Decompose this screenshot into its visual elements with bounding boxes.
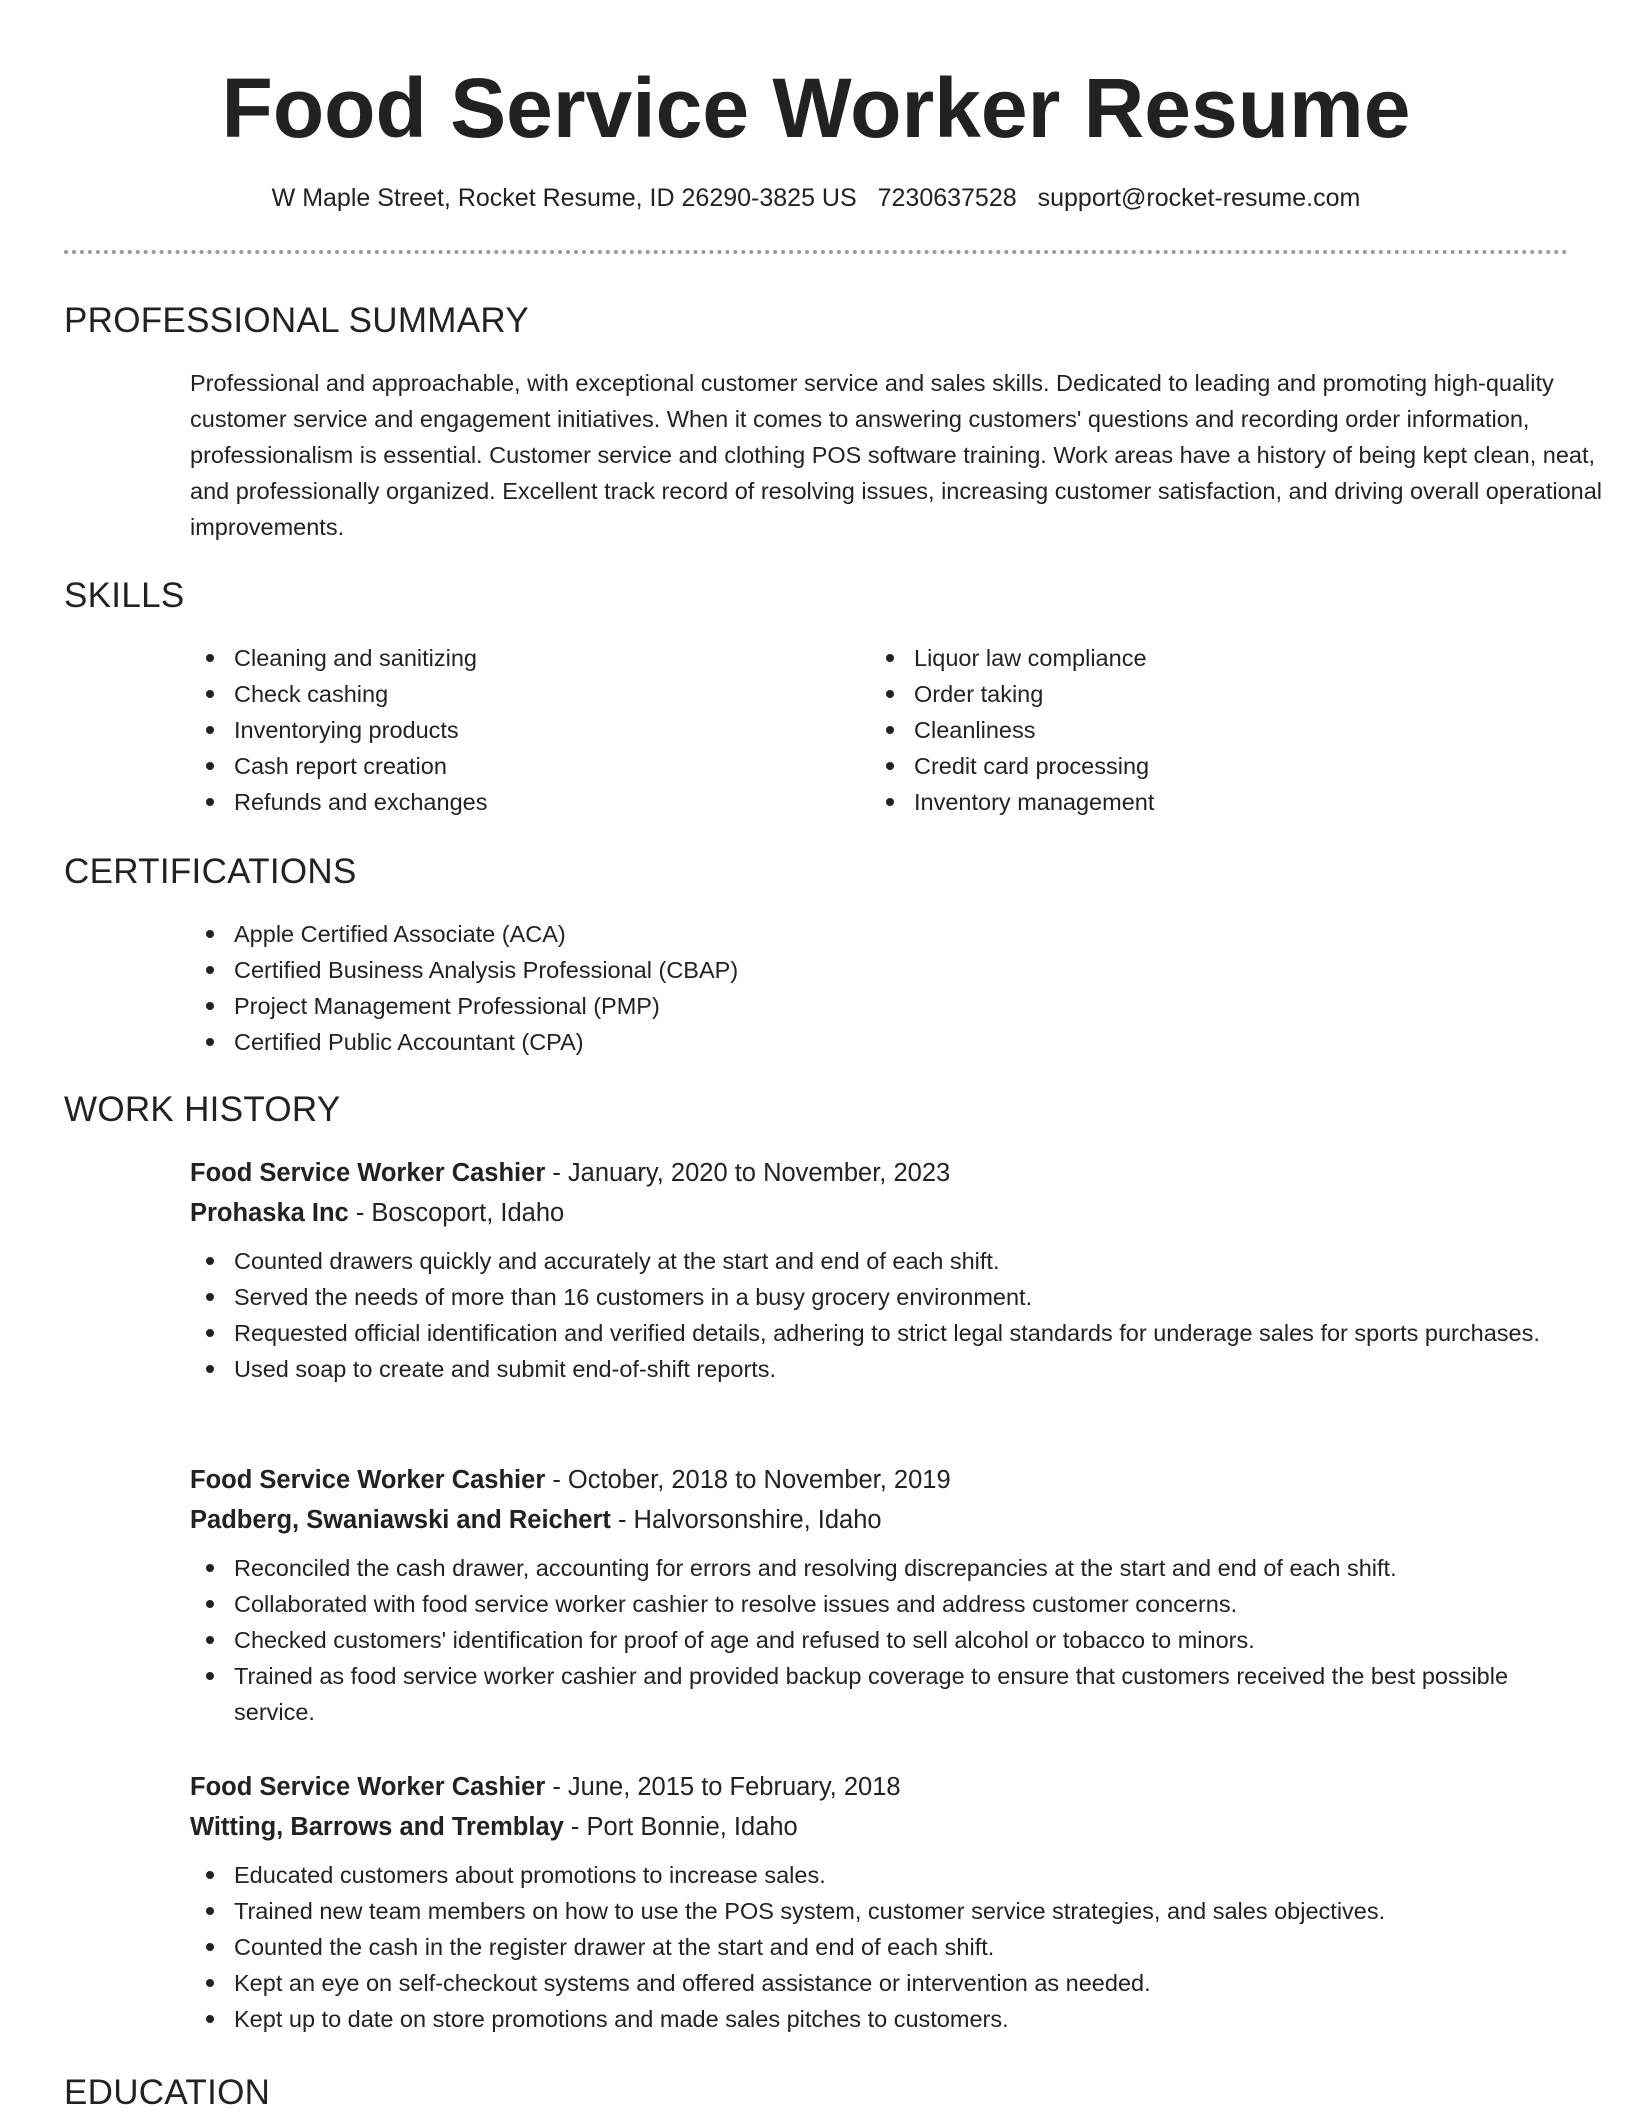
certification-item: Certified Public Accountant (CPA) [190,1024,1490,1060]
header-divider [64,250,1568,254]
job-title-line [190,1767,1570,1807]
certification-item: Apple Certified Associate (ACA) [190,916,1490,952]
skill-item: Cleaning and sanitizing [190,640,830,676]
resume-title: Food Service Worker Resume [221,61,1411,155]
job-location: - Port Bonnie, Idaho [563,1813,798,1841]
job-entry [190,1460,1570,1730]
summary-text: Professional and approachable, with exceptional customer service and sales skills. Dedicated to leading and promoting high-quality customer service and engagement initiatives. When it comes to answering customers' questions and recording order information, professionalism is essential. Customer service and clothing POS software training. Work areas have a history of being kept clean, neat, and professionally organized. Excellent track record of resolving issues, increasing customer satisfaction, and driving overall operational improvements. [190,370,1603,540]
summary-heading: PROFESSIONAL SUMMARY [64,301,529,340]
skill-item: Liquor law compliance [870,640,1510,676]
certifications-list [190,916,1490,1060]
certification-item: Project Management Professional (PMP) [190,988,1490,1024]
skill-item: Cleanliness [870,712,1510,748]
duty-item: Trained new team members on how to use the POS system, customer service strategies, and sales objectives. [190,1893,1570,1929]
job-location: - Boscoport, Idaho [348,1199,565,1227]
duty-item: Educated customers about promotions to increase sales. [190,1857,1570,1893]
job-title-line [190,1460,1570,1500]
duty-item: Kept an eye on self-checkout systems and offered assistance or intervention as needed. [190,1965,1570,2001]
skills-list-right [870,640,1510,820]
certification-item: Certified Business Analysis Professional (CBAP) [190,952,1490,988]
job-duties [190,1857,1570,2037]
duty-item: Kept up to date on store promotions and made sales pitches to customers. [190,2001,1570,2037]
job-location: - Halvorsonshire, Idaho [610,1506,882,1534]
job-duties [190,1243,1570,1387]
skills-list-left [190,640,830,820]
job-title: Food Service Worker Cashier [190,1466,546,1494]
work-history-heading: WORK HISTORY [64,1090,341,1129]
duty-item: Served the needs of more than 16 customers in a busy grocery environment. [190,1279,1570,1315]
skill-item: Cash report creation [190,748,830,784]
skill-item: Check cashing [190,676,830,712]
job-dates: - June, 2015 to February, 2018 [545,1773,901,1801]
job-title: Food Service Worker Cashier [190,1773,546,1801]
contact-email[interactable]: support@rocket-resume.com [1037,184,1361,212]
job-company: Padberg, Swaniawski and Reichert [190,1506,611,1534]
job-company: Prohaska Inc [190,1199,349,1227]
job-company-line [190,1193,1570,1233]
job-entry [190,1153,1570,1387]
contact-line [64,180,1568,216]
skill-item: Inventory management [870,784,1510,820]
skill-item: Refunds and exchanges [190,784,830,820]
contact-address: W Maple Street, Rocket Resume, ID 26290-3825 US [271,184,857,212]
duty-item: Checked customers' identification for proof of age and refused to sell alcohol or tobacco to minors. [190,1622,1570,1658]
duty-item: Counted drawers quickly and accurately at the start and end of each shift. [190,1243,1570,1279]
job-dates: - October, 2018 to November, 2019 [545,1466,951,1494]
job-title: Food Service Worker Cashier [190,1159,546,1187]
skill-item: Inventorying products [190,712,830,748]
certifications-heading: CERTIFICATIONS [64,852,357,891]
skill-item: Order taking [870,676,1510,712]
job-company-line [190,1500,1570,1540]
job-duties [190,1550,1570,1730]
duty-item: Requested official identification and verified details, adhering to strict legal standards for underage sales for sports purchases. [190,1315,1570,1351]
duty-item: Counted the cash in the register drawer at the start and end of each shift. [190,1929,1570,1965]
duty-item: Used soap to create and submit end-of-shift reports. [190,1351,1570,1387]
duty-item: Collaborated with food service worker cashier to resolve issues and address customer concerns. [190,1586,1570,1622]
job-entry [190,1767,1570,2037]
job-title-line [190,1153,1570,1193]
job-company: Witting, Barrows and Tremblay [190,1813,564,1841]
contact-phone: 7230637528 [877,184,1017,212]
job-dates: - January, 2020 to November, 2023 [545,1159,951,1187]
job-company-line [190,1807,1570,1847]
skills-heading: SKILLS [64,576,185,615]
education-heading: EDUCATION [64,2073,271,2112]
duty-item: Trained as food service worker cashier and provided backup coverage to ensure that customers received the best possible service. [190,1658,1570,1730]
skill-item: Credit card processing [870,748,1510,784]
duty-item: Reconciled the cash drawer, accounting for errors and resolving discrepancies at the start and end of each shift. [190,1550,1570,1586]
